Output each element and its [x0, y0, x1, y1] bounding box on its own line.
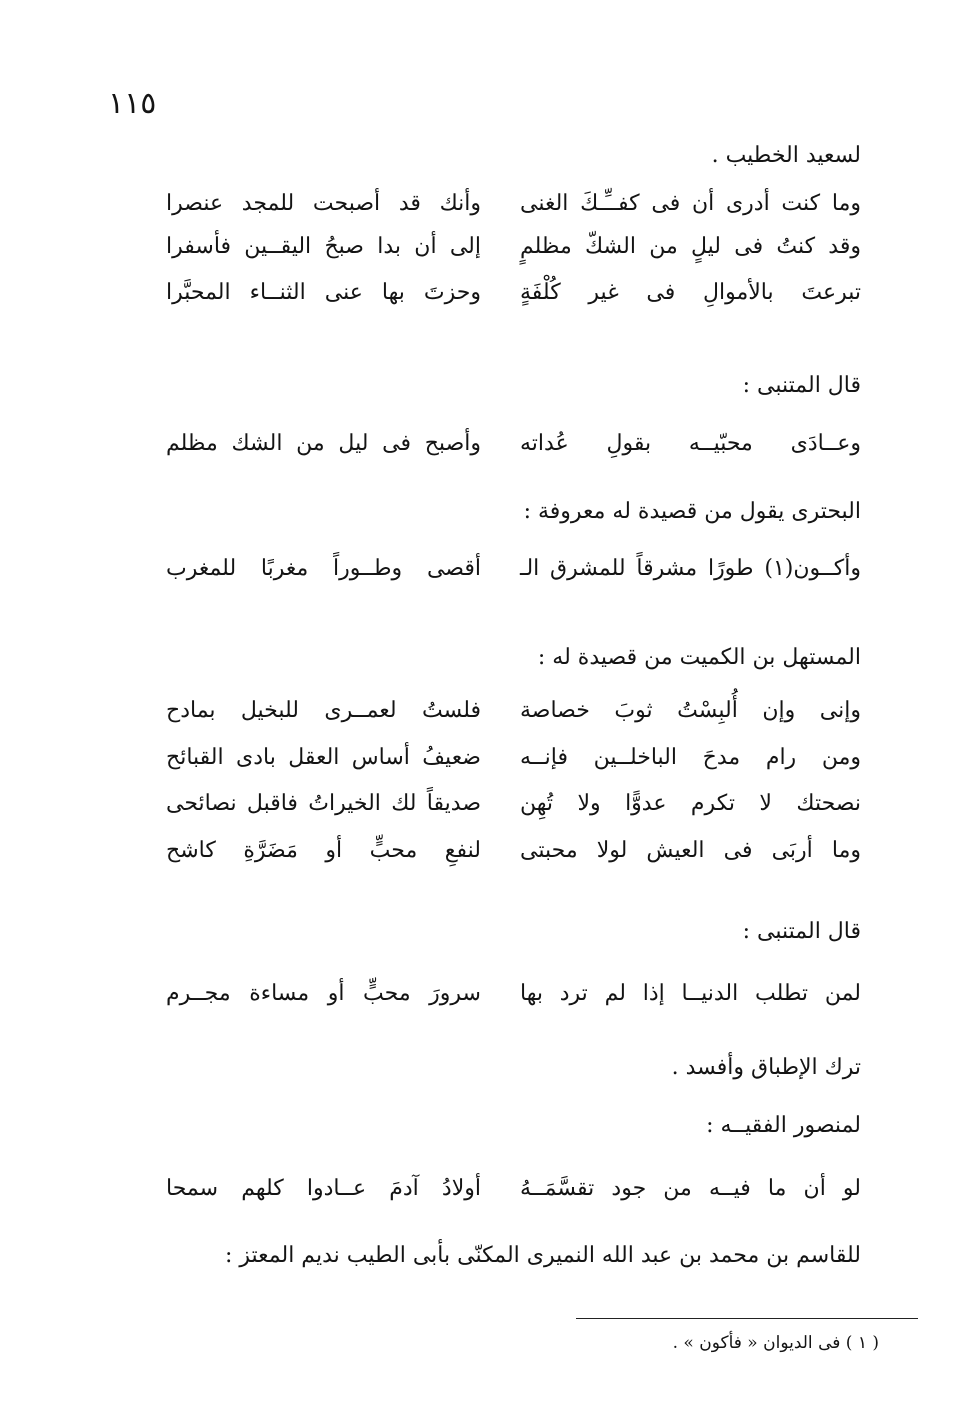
verse-second-hemistich: لنفعِ محبٍّ أو مَضَرَّةِ كاشح: [166, 838, 481, 863]
prose-line: لسعيد الخطيب .: [711, 143, 861, 168]
verse-second-hemistich: أقصى وطــوراً مغربًا للمغرب: [166, 556, 481, 581]
verse-second-hemistich: وأصبح فى ليل من الشك مظلم: [166, 431, 481, 456]
verse-first-hemistich: وإنى وإن أُلبِسْتُ ثوبَ خصاصة: [520, 698, 861, 723]
verse-second-hemistich: وحزتَ بها عنى الثنــاء المحبَّرا: [166, 280, 481, 305]
prose-line: البحترى يقول من قصيدة له معروفة :: [523, 499, 861, 524]
verse-second-hemistich: صديقاً لك الخيراتُ فاقبل نصائحى: [166, 791, 481, 816]
verse-first-hemistich: وقد كنتُ فى ليلٍ من الشكّ مظلمٍ: [520, 234, 861, 259]
page-number: ١١٥: [108, 86, 157, 121]
prose-line: لمنصور الفقيــه :: [706, 1113, 861, 1138]
verse-first-hemistich: وما كنت أدرى أن فى كفــِّـكَ الغنى: [520, 191, 861, 216]
verse-first-hemistich: ومن رام مدحَ الباخلــين فإنــه: [520, 745, 861, 770]
verse-second-hemistich: وأنك قد أصبحت للمجد عنصرا: [166, 191, 481, 216]
verse-second-hemistich: فلستُ لعمــرى للبخيل بمادح: [166, 698, 481, 723]
verse-second-hemistich: أولادُ آدمَ عــادوا كلهم سمحا: [166, 1176, 481, 1201]
prose-line: قال المتنبى :: [742, 373, 861, 398]
verse-first-hemistich: وعــادَى محبّيــه بقولِ عُداته: [520, 431, 861, 456]
verse-first-hemistich: لو أن ما فيــه من جود تقسَّمَــهُ: [520, 1176, 861, 1201]
verse-first-hemistich: وأكــون(١) طورًا مشرقاً للمشرق الـ: [520, 556, 861, 581]
verse-first-hemistich: نصحتك لا تكرم عدوًّا ولا تُهِن: [520, 791, 861, 816]
verse-second-hemistich: ضعيفُ أساس العقل بادى القبائح: [166, 745, 481, 770]
verse-first-hemistich: وما أربَى فى العيش لولا محبتى: [520, 838, 861, 863]
prose-line: ترك الإطباق وأفسد .: [671, 1055, 861, 1080]
verse-second-hemistich: إلى أن بدا صبحُ اليقــين فأسفرا: [166, 234, 481, 259]
footnote: ( ١ ) فى الديوان « فأكون » .: [672, 1333, 879, 1353]
prose-line: المستهل بن الكميت من قصيدة له :: [537, 645, 861, 670]
prose-line: للقاسم بن محمد بن عبد الله النميرى المكنّى بأبى الطيب نديم المعتز :: [224, 1243, 861, 1268]
verse-second-hemistich: سرورَ محبٍّ أو مساءة مجــرم: [166, 981, 481, 1006]
prose-line: قال المتنبى :: [742, 919, 861, 944]
verse-first-hemistich: لمن تطلب الدنيــا إذا لم ترد بها: [520, 981, 861, 1006]
verse-first-hemistich: تبرعتَ بالأموالِ فى غير كُلْفَةٍ: [520, 280, 861, 305]
footnote-rule: [576, 1318, 918, 1319]
